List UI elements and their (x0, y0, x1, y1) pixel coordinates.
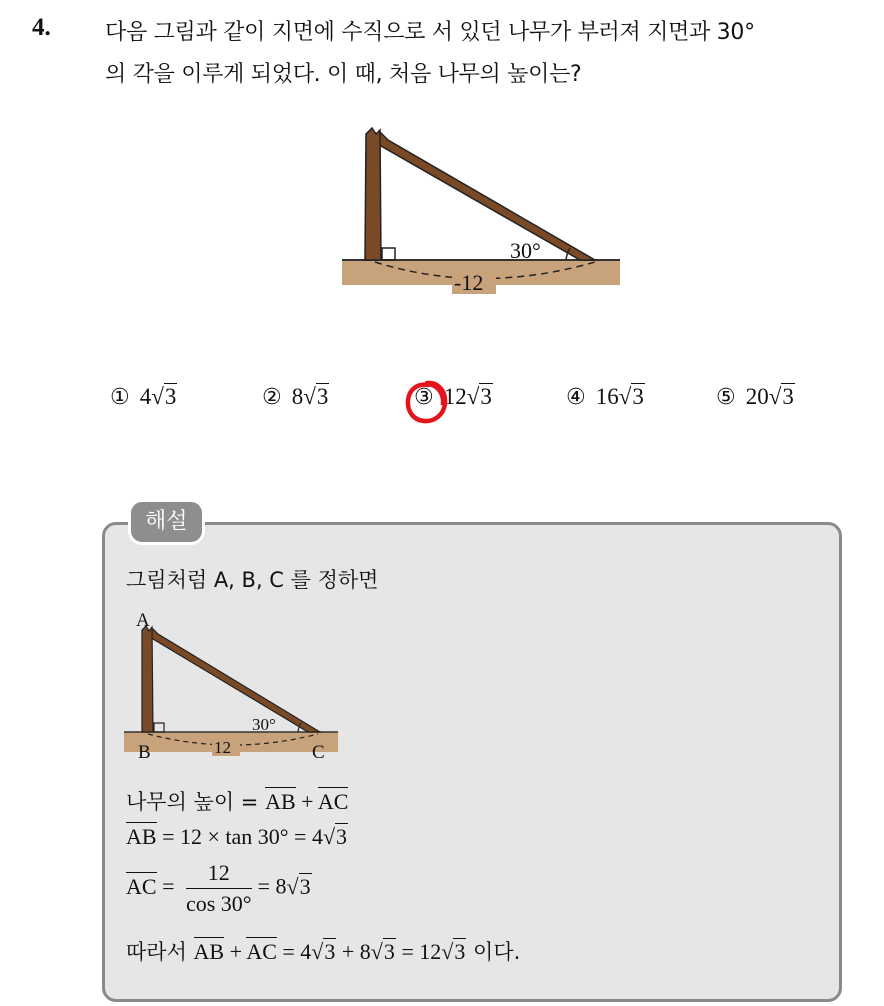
radicand: 3 (454, 939, 466, 964)
solution-line2 (126, 824, 348, 850)
radicand: 3 (632, 384, 644, 409)
label-b: B (138, 742, 151, 763)
choice-coef: 16 (595, 384, 619, 409)
solution-intro: 그림처럼 A, B, C 를 정하면 (126, 568, 379, 592)
sqrt-sign: √3 (151, 384, 177, 409)
line4-expr-c: = 12 (395, 939, 442, 964)
sqrt-sign: √3 (768, 384, 794, 409)
radicand: 3 (383, 939, 395, 964)
radicand: 3 (336, 824, 348, 849)
choice-coef: 8 (291, 384, 304, 409)
choice-marker: ⑤ (716, 385, 736, 410)
choice-marker: ② (262, 385, 282, 410)
choice-1[interactable] (110, 384, 177, 410)
line2-expression: = 12 × tan 30° = 4 (156, 824, 323, 849)
segment-ac: AC (317, 789, 349, 814)
segment-ab: AB (265, 789, 296, 814)
segment-ac: AC (246, 939, 277, 964)
line1-prefix: 나무의 높이 = (126, 790, 266, 814)
sqrt-sign: √3 (311, 939, 336, 964)
choice-2[interactable] (262, 384, 329, 410)
fraction-numerator: 12 (186, 860, 252, 889)
solution-tag: 해설 (128, 499, 205, 545)
tree-figure (340, 120, 630, 295)
solution-figure (122, 606, 342, 766)
label-c: C (312, 742, 325, 763)
choice-5[interactable] (716, 384, 795, 410)
choice-coef: 4 (139, 384, 152, 409)
line4-suffix: 이다. (466, 940, 521, 964)
radicand: 3 (299, 873, 311, 899)
radicand: 3 (164, 384, 177, 409)
radicand: 3 (480, 384, 492, 409)
sqrt-sign: √3 (303, 384, 329, 409)
label-angle: 30° (252, 715, 276, 734)
answer-highlight-circle (404, 379, 450, 425)
base-label: -12 (454, 270, 484, 295)
equals-sign: = (156, 873, 180, 899)
sqrt-sign: √3 (618, 384, 644, 409)
question-text-line1: 다음 그림과 같이 지면에 수직으로 서 있던 나무가 부러져 지면과 30° (105, 20, 755, 45)
segment-ab: AB (193, 939, 225, 964)
sqrt-sign: √3 (370, 939, 395, 964)
plus-sign: + (295, 789, 318, 814)
choice-coef: 20 (745, 384, 769, 409)
solution-line4 (126, 936, 520, 966)
fraction (186, 860, 252, 917)
solution-line1 (126, 786, 348, 816)
question-number: 4. (32, 14, 51, 41)
choice-marker: ① (110, 385, 130, 410)
broken-top (374, 132, 595, 260)
label-a: A (136, 610, 150, 631)
question-text-line2: 의 각을 이루게 되었다. 이 때, 처음 나무의 높이는? (105, 62, 582, 87)
angle-label: 30° (510, 238, 541, 263)
radicand: 3 (316, 384, 329, 409)
radicand: 3 (782, 384, 794, 409)
fraction-denominator: cos 30° (185, 891, 252, 916)
choice-marker: ③ (414, 385, 434, 410)
sqrt-sign: √3 (322, 824, 348, 849)
sqrt-sign: √3 (466, 384, 492, 409)
segment-ac: AC (126, 873, 157, 899)
line4-expr-a: = 4 (276, 939, 312, 964)
sqrt-sign: √3 (286, 873, 311, 899)
line3-result: = 8 (257, 873, 287, 899)
line4-prefix: 따라서 (126, 940, 194, 964)
choice-coef: 12 (443, 384, 467, 409)
choice-marker: ④ (566, 385, 586, 410)
sqrt-sign: √3 (441, 939, 466, 964)
solution-line3 (126, 860, 312, 917)
choice-4[interactable] (566, 384, 645, 410)
plus-sign: + (224, 939, 247, 964)
segment-ab: AB (126, 824, 157, 849)
radicand: 3 (324, 939, 336, 964)
right-angle-mark (382, 248, 395, 260)
line4-expr-b: + 8 (336, 939, 371, 964)
trunk (365, 128, 381, 260)
label-base: 12 (214, 738, 231, 757)
